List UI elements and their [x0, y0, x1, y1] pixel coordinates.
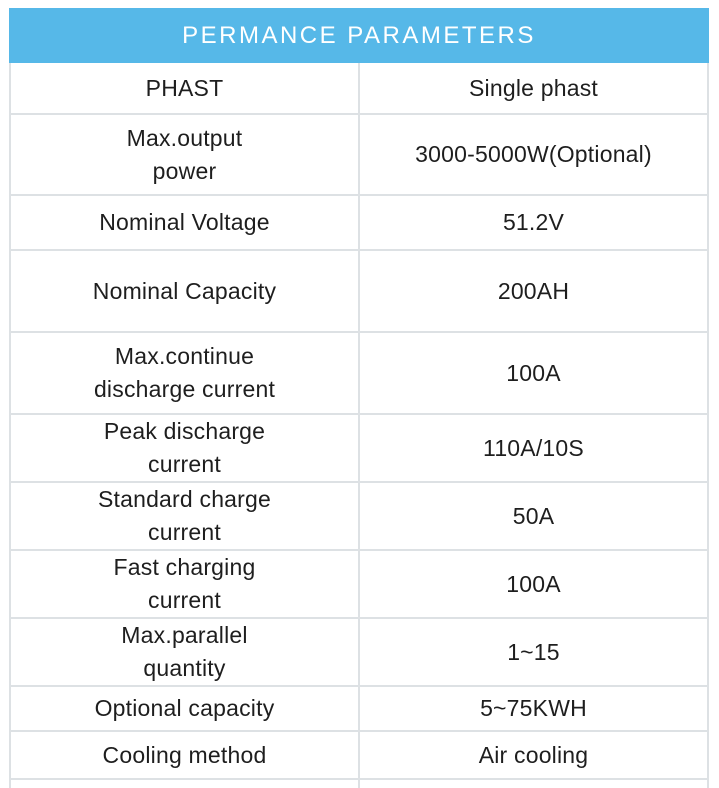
table-row — [10, 482, 708, 550]
row-value: 100A — [359, 550, 708, 618]
row-value: 51.2V — [359, 195, 708, 250]
table-row — [10, 414, 708, 482]
parameters-table — [9, 8, 709, 788]
row-label: PHAST — [10, 62, 359, 114]
row-label: Max.parallel quantity — [10, 618, 359, 686]
row-label: Optional capacity — [10, 686, 359, 731]
row-label: Peak discharge current — [10, 414, 359, 482]
row-value: Single phast — [359, 62, 708, 114]
row-value: Air cooling — [359, 731, 708, 779]
row-value: 100A — [359, 332, 708, 414]
table-row — [10, 618, 708, 686]
row-label: Cooling method — [10, 731, 359, 779]
table-row — [10, 250, 708, 332]
table-row — [10, 731, 708, 779]
row-value: 50A — [359, 482, 708, 550]
table-header-row — [10, 9, 708, 62]
row-value: 1~15 — [359, 618, 708, 686]
row-label: Nominal Voltage — [10, 195, 359, 250]
row-value: 200AH — [359, 250, 708, 332]
table-title: PERMANCE PARAMETERS — [10, 9, 708, 62]
table-row-cutoff — [10, 779, 708, 788]
row-value: 3000-5000W(Optional) — [359, 114, 708, 195]
row-label: Max.continue discharge current — [10, 332, 359, 414]
empty-cell — [10, 779, 359, 788]
table-row — [10, 62, 708, 114]
table-row — [10, 114, 708, 195]
table-row — [10, 332, 708, 414]
row-label: Nominal Capacity — [10, 250, 359, 332]
row-value: 5~75KWH — [359, 686, 708, 731]
row-label: Max.output power — [10, 114, 359, 195]
table-row — [10, 195, 708, 250]
row-label: Standard charge current — [10, 482, 359, 550]
table-row — [10, 686, 708, 731]
table-row — [10, 550, 708, 618]
row-value: 110A/10S — [359, 414, 708, 482]
empty-cell — [359, 779, 708, 788]
row-label: Fast charging current — [10, 550, 359, 618]
